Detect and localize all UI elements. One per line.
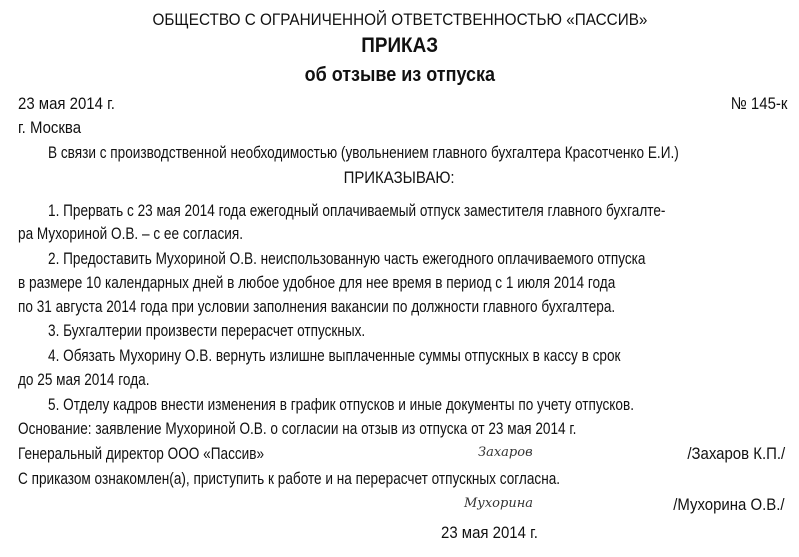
preamble: В связи с производственной необходимостью (увольнением главного бухгалтера Красотченко Е.И.) <box>48 143 679 162</box>
doc-subtitle: об отзыве из отпуска <box>304 64 495 86</box>
city: г. Москва <box>18 118 82 137</box>
basis: Основание: заявление Мухориной О.В. о согласии на отзыв из отпуска от 23 мая 2014 г. <box>18 419 577 438</box>
item-5-line-1: 5. Отделу кадров внести изменения в график отпусков и иные документы по учету отпусков. <box>48 395 634 414</box>
order-number: № 145-к <box>730 94 787 113</box>
item-3-line-1: 3. Бухгалтерии произвести перерасчет отпускных. <box>48 321 366 340</box>
item-4-line-1: 4. Обязать Мухорину О.В. вернуть излишне выплаченные суммы отпускных в кассу в срок <box>48 346 621 365</box>
employee-signature: Мухорина <box>464 496 534 511</box>
item-1-line-1: 1. Прервать с 23 мая 2014 года ежегодный оплачиваемый отпуск заместителя главного бухгалте- <box>48 201 666 220</box>
order-word: ПРИКАЗЫВАЮ: <box>343 168 456 187</box>
acknowledgement: С приказом ознакомлен(а), приступить к работе и на перерасчет отпускных согласна. <box>18 469 561 488</box>
org-name: ОБЩЕСТВО С ОГРАНИЧЕННОЙ ОТВЕТСТВЕННОСТЬЮ «ПАССИВ» <box>152 10 647 29</box>
doc-title: ПРИКАЗ <box>361 34 438 57</box>
acknowledgement-date: 23 мая 2014 г. <box>441 523 538 542</box>
item-2-line-1: 2. Предоставить Мухориной О.В. неиспользованную часть ежегодного оплачиваемого отпуска <box>48 249 646 268</box>
item-2-line-3: по 31 августа 2014 года при условии заполнения вакансии по должности главного бухгалтера. <box>18 297 616 316</box>
director-name: /Захаров К.П./ <box>687 444 785 463</box>
employee-name: /Мухорина О.В./ <box>673 495 785 514</box>
item-1-line-2: ра Мухориной О.В. – с ее согласия. <box>18 224 244 243</box>
item-4-line-2: до 25 мая 2014 года. <box>18 370 150 389</box>
order-date: 23 мая 2014 г. <box>18 94 115 113</box>
item-2-line-2: в размере 10 календарных дней в любое удобное для нее время в период с 1 июля 2014 года <box>18 273 616 292</box>
director-position: Генеральный директор ООО «Пассив» <box>18 444 265 463</box>
director-signature: Захаров <box>478 445 533 460</box>
